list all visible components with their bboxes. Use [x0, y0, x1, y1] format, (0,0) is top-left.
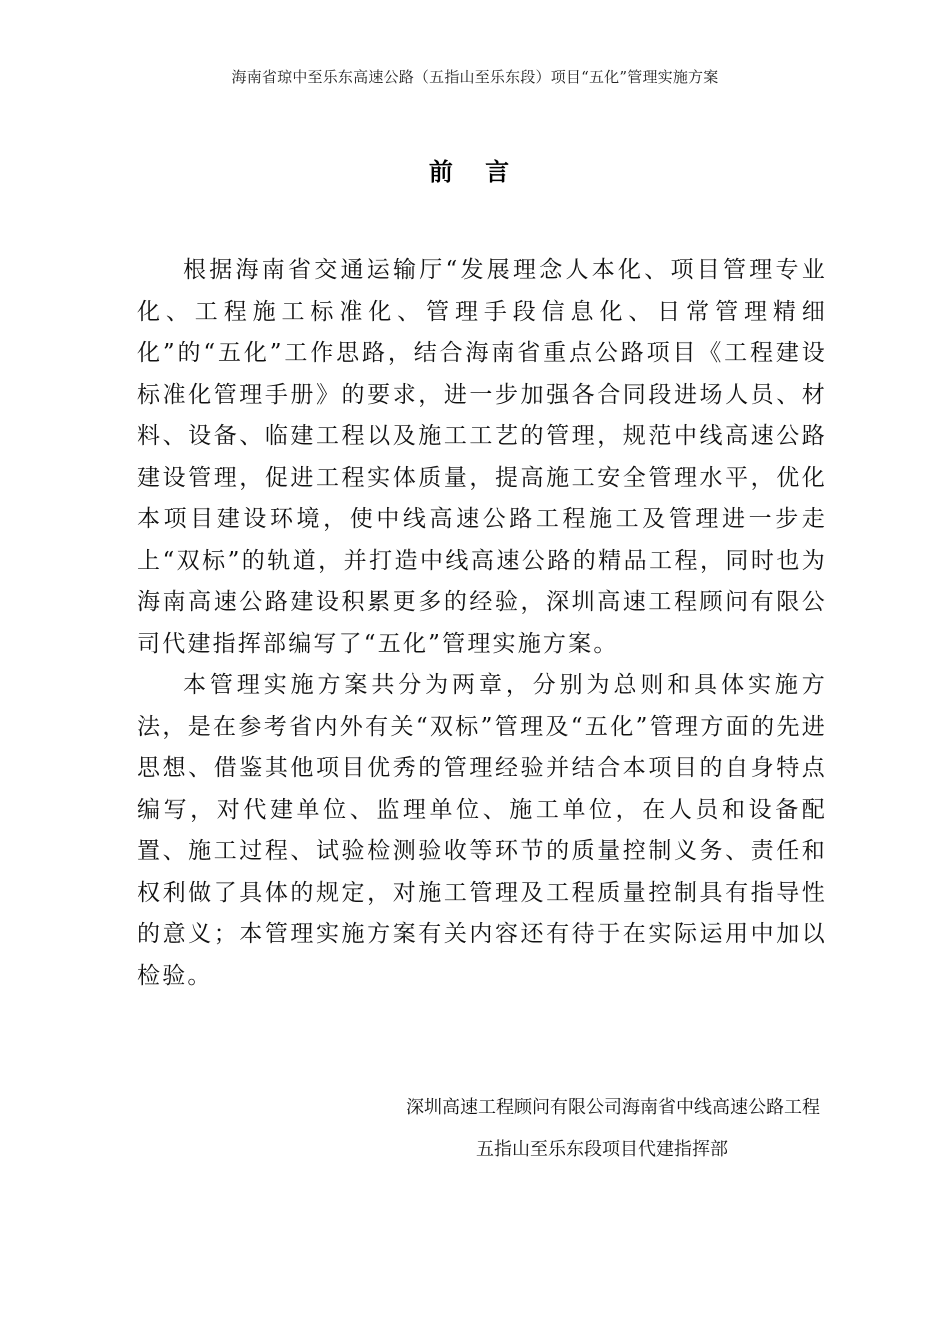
paragraph-2: 本管理实施方案共分为两章，分别为总则和具体实施方法，是在参考省内外有关“双标”管理及“五化”管理方面的先进思想、借鉴其他项目优秀的管理经验并结合本项目的自身特点编写，对代建单位、监理单位、施工单位，在人员和设备配置、施工过程、试验检测验收等环节的质量控制义务、责任和权利做了具体的规定，对施工管理及工程质量控制具有指导性的意义；本管理实施方案有关内容还有待于在实际运用中加以检验。 [137, 672, 827, 989]
signature-department: 五指山至乐东段项目代建指挥部 [476, 1139, 728, 1160]
body-text [137, 250, 827, 997]
signature-organization: 深圳高速工程顾问有限公司海南省中线高速公路工程 [406, 1097, 820, 1118]
page-title: 前 言 [428, 158, 522, 186]
signature-block [300, 1094, 820, 1164]
paragraph-1: 根据海南省交通运输厅“发展理念人本化、项目管理专业化、工程施工标准化、管理手段信息化、日常管理精细化”的“五化”工作思路，结合海南省重点公路项目《工程建设标准化管理手册》的要求，进一步加强各合同段进场人员、材料、设备、临建工程以及施工工艺的管理，规范中线高速公路建设管理，促进工程实体质量，提高施工安全管理水平，优化本项目建设环境，使中线高速公路工程施工及管理进一步走上“双标”的轨道，并打造中线高速公路的精品工程，同时也为海南高速公路建设积累更多的经验，深圳高速工程顾问有限公司代建指挥部编写了“五化”管理实施方案。 [137, 257, 827, 657]
running-header: 海南省琼中至乐东高速公路（五指山至乐东段）项目“五化”管理实施方案 [231, 68, 719, 86]
